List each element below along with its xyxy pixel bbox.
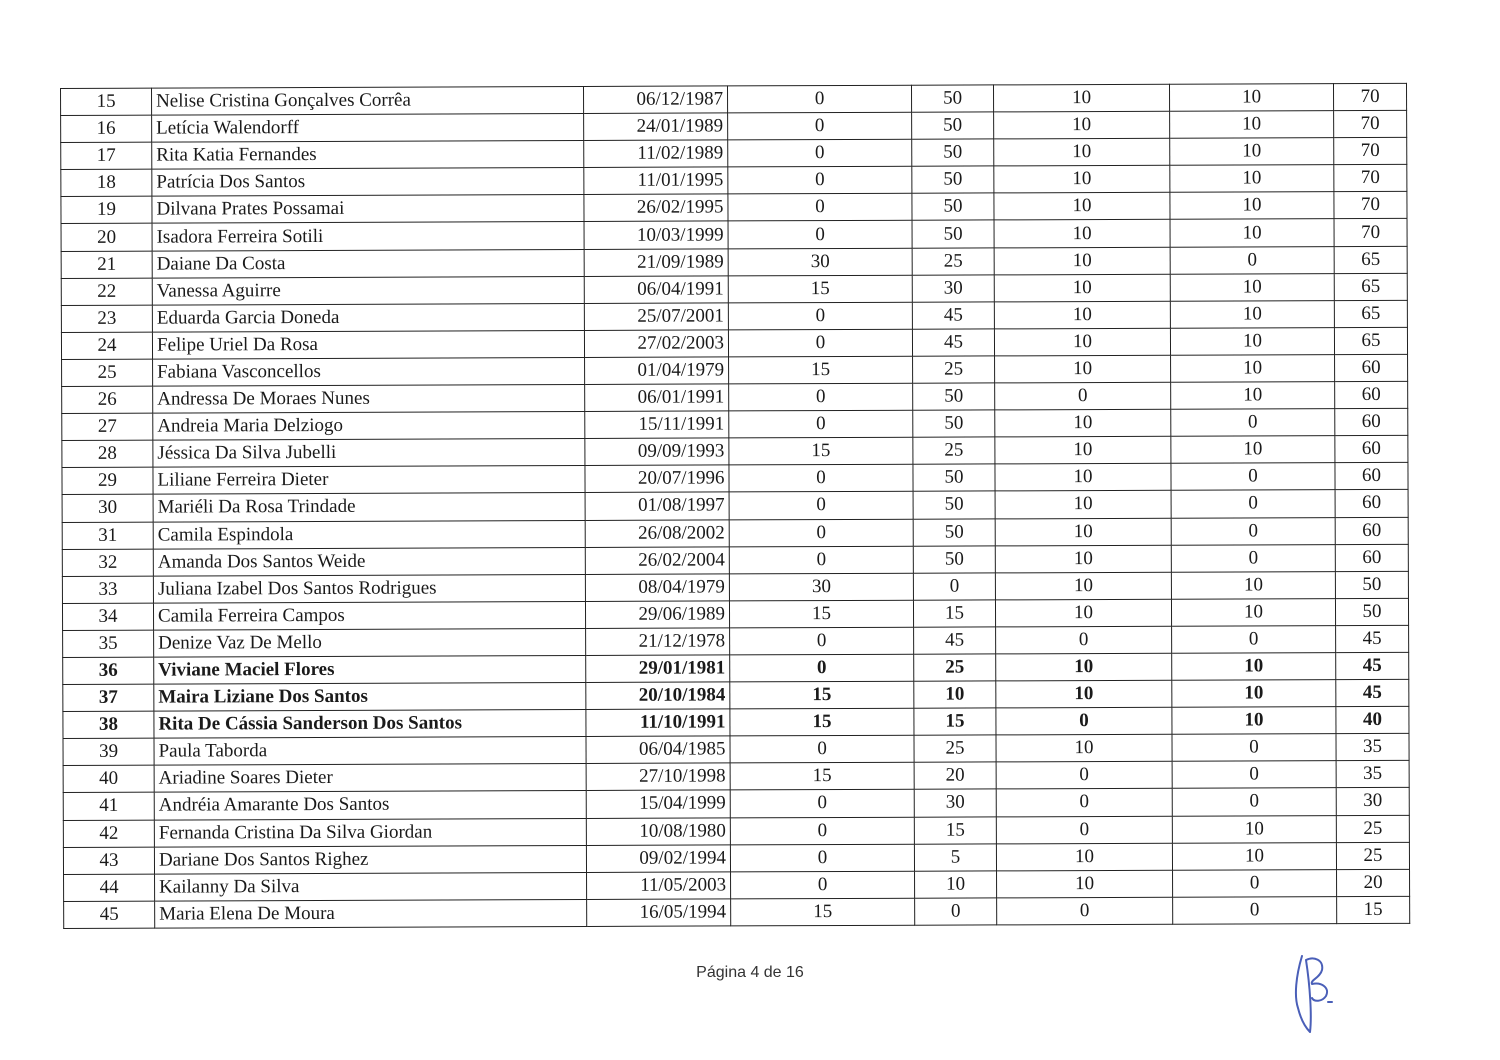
score-2-cell: 50 xyxy=(912,220,994,247)
score-3-cell: 10 xyxy=(994,193,1170,221)
score-3-cell: 10 xyxy=(995,599,1171,627)
score-2-cell: 50 xyxy=(913,383,995,410)
candidate-name-cell: Andréia Amarante Dos Santos xyxy=(154,791,586,820)
score-3-cell: 10 xyxy=(994,220,1170,248)
row-number-cell: 37 xyxy=(63,684,154,711)
score-3-cell: 10 xyxy=(995,464,1171,492)
total-score-cell: 35 xyxy=(1336,734,1409,761)
candidate-name-cell: Andreia Maria Delziogo xyxy=(153,412,585,441)
score-2-cell: 30 xyxy=(912,275,994,302)
score-1-cell: 0 xyxy=(729,383,913,411)
score-3-cell: 0 xyxy=(996,789,1172,817)
total-score-cell: 60 xyxy=(1335,544,1408,571)
score-1-cell: 0 xyxy=(729,546,913,574)
score-1-cell: 15 xyxy=(730,763,914,791)
birth-date-cell: 06/04/1991 xyxy=(584,276,728,304)
score-4-cell: 0 xyxy=(1171,409,1335,437)
score-3-cell: 10 xyxy=(994,328,1170,356)
score-1-cell: 30 xyxy=(729,573,913,601)
score-4-cell: 0 xyxy=(1172,625,1336,653)
birth-date-cell: 27/02/2003 xyxy=(584,330,728,358)
candidate-name-cell: Mariéli Da Rosa Trindade xyxy=(153,493,585,522)
birth-date-cell: 29/01/1981 xyxy=(586,655,730,683)
results-table xyxy=(60,83,1410,929)
score-3-cell: 10 xyxy=(995,409,1171,437)
row-number-cell: 42 xyxy=(63,820,154,847)
score-3-cell: 10 xyxy=(994,247,1170,275)
row-number-cell: 39 xyxy=(63,738,154,765)
candidate-name-cell: Eduarda Garcia Doneda xyxy=(152,303,584,332)
row-number-cell: 25 xyxy=(62,359,153,386)
score-2-cell: 50 xyxy=(913,546,995,573)
score-4-cell: 0 xyxy=(1171,490,1335,518)
score-3-cell: 10 xyxy=(995,572,1171,600)
score-2-cell: 50 xyxy=(913,464,995,491)
total-score-cell: 25 xyxy=(1336,815,1409,842)
score-2-cell: 15 xyxy=(914,816,996,843)
score-3-cell: 10 xyxy=(996,734,1172,762)
score-1-cell: 0 xyxy=(728,112,912,140)
score-1-cell: 0 xyxy=(729,410,913,438)
score-4-cell: 0 xyxy=(1171,544,1335,572)
birth-date-cell: 26/08/2002 xyxy=(585,519,729,547)
birth-date-cell: 11/01/1995 xyxy=(584,167,728,195)
candidate-name-cell: Rita De Cássia Sanderson Dos Santos xyxy=(154,710,586,739)
score-4-cell: 10 xyxy=(1172,815,1336,843)
total-score-cell: 50 xyxy=(1335,571,1408,598)
candidate-name-cell: Denize Vaz De Mello xyxy=(154,628,586,657)
score-1-cell: 0 xyxy=(729,492,913,520)
score-2-cell: 20 xyxy=(914,762,996,789)
score-2-cell: 10 xyxy=(914,681,996,708)
score-4-cell: 10 xyxy=(1171,355,1335,383)
score-2-cell: 45 xyxy=(914,627,996,654)
birth-date-cell: 15/11/1991 xyxy=(585,411,729,439)
row-number-cell: 34 xyxy=(62,603,153,630)
score-2-cell: 15 xyxy=(914,708,996,735)
score-1-cell: 0 xyxy=(730,844,914,872)
score-3-cell: 10 xyxy=(996,680,1172,708)
score-1-cell: 0 xyxy=(728,167,912,195)
birth-date-cell: 11/05/2003 xyxy=(587,872,731,900)
row-number-cell: 36 xyxy=(63,657,154,684)
score-4-cell: 10 xyxy=(1172,680,1336,708)
score-1-cell: 0 xyxy=(730,627,914,655)
total-score-cell: 70 xyxy=(1334,192,1407,219)
score-4-cell: 10 xyxy=(1172,842,1336,870)
score-1-cell: 0 xyxy=(729,519,913,547)
row-number-cell: 29 xyxy=(62,467,153,494)
candidate-name-cell: Viviane Maciel Flores xyxy=(154,655,586,684)
birth-date-cell: 21/12/1978 xyxy=(586,628,730,656)
results-table-body xyxy=(61,83,1410,928)
score-4-cell: 10 xyxy=(1171,382,1335,410)
score-4-cell: 0 xyxy=(1173,896,1337,924)
total-score-cell: 70 xyxy=(1334,138,1407,165)
total-score-cell: 60 xyxy=(1335,517,1408,544)
row-number-cell: 32 xyxy=(62,549,153,576)
total-score-cell: 25 xyxy=(1336,842,1409,869)
birth-date-cell: 10/03/1999 xyxy=(584,221,728,249)
score-4-cell: 0 xyxy=(1172,734,1336,762)
score-4-cell: 10 xyxy=(1170,300,1334,328)
birth-date-cell: 11/02/1989 xyxy=(584,140,728,168)
score-2-cell: 5 xyxy=(914,844,996,871)
score-3-cell: 0 xyxy=(995,382,1171,410)
score-4-cell: 0 xyxy=(1171,463,1335,491)
total-score-cell: 65 xyxy=(1334,246,1407,273)
candidate-name-cell: Nelise Cristina Gonçalves Corrêa xyxy=(152,86,584,115)
birth-date-cell: 26/02/1995 xyxy=(584,194,728,222)
total-score-cell: 70 xyxy=(1334,110,1407,137)
score-4-cell: 10 xyxy=(1171,571,1335,599)
score-2-cell: 50 xyxy=(913,410,995,437)
score-1-cell: 0 xyxy=(730,817,914,845)
score-3-cell: 10 xyxy=(993,84,1169,112)
candidate-name-cell: Fernanda Cristina Da Silva Giordan xyxy=(154,818,586,847)
score-3-cell: 10 xyxy=(995,518,1171,546)
score-2-cell: 50 xyxy=(913,491,995,518)
score-3-cell: 10 xyxy=(996,653,1172,681)
score-1-cell: 0 xyxy=(728,329,912,357)
score-4-cell: 10 xyxy=(1170,219,1334,247)
score-1-cell: 0 xyxy=(730,654,914,682)
score-3-cell: 10 xyxy=(994,138,1170,166)
score-4-cell: 10 xyxy=(1170,327,1334,355)
score-2-cell: 50 xyxy=(911,85,993,112)
results-table-container xyxy=(60,83,1409,929)
candidate-name-cell: Ariadine Soares Dieter xyxy=(154,764,586,793)
candidate-name-cell: Amanda Dos Santos Weide xyxy=(153,547,585,576)
total-score-cell: 60 xyxy=(1335,463,1408,490)
score-2-cell: 25 xyxy=(912,247,994,274)
score-1-cell: 30 xyxy=(728,248,912,276)
row-number-cell: 20 xyxy=(61,224,152,251)
birth-date-cell: 09/09/1993 xyxy=(585,438,729,466)
row-number-cell: 16 xyxy=(61,115,152,142)
birth-date-cell: 01/04/1979 xyxy=(585,357,729,385)
score-2-cell: 0 xyxy=(913,573,995,600)
row-number-cell: 24 xyxy=(61,332,152,359)
score-2-cell: 50 xyxy=(912,139,994,166)
score-3-cell: 10 xyxy=(994,301,1170,329)
score-4-cell: 10 xyxy=(1170,165,1334,193)
score-1-cell: 0 xyxy=(730,790,914,818)
score-2-cell: 25 xyxy=(913,356,995,383)
birth-date-cell: 27/10/1998 xyxy=(586,763,730,791)
score-2-cell: 50 xyxy=(913,518,995,545)
birth-date-cell: 26/02/2004 xyxy=(585,547,729,575)
score-4-cell: 0 xyxy=(1170,246,1334,274)
row-number-cell: 31 xyxy=(62,522,153,549)
score-4-cell: 10 xyxy=(1170,111,1334,139)
candidate-name-cell: Fabiana Vasconcellos xyxy=(153,357,585,386)
candidate-name-cell: Dariane Dos Santos Righez xyxy=(154,845,586,874)
birth-date-cell: 16/05/1994 xyxy=(587,899,731,927)
score-3-cell: 0 xyxy=(996,707,1172,735)
row-number-cell: 33 xyxy=(62,576,153,603)
score-1-cell: 15 xyxy=(730,681,914,709)
candidate-name-cell: Felipe Uriel Da Rosa xyxy=(152,330,584,359)
score-2-cell: 45 xyxy=(912,329,994,356)
signature-icon xyxy=(1288,946,1338,1036)
score-2-cell: 25 xyxy=(913,437,995,464)
total-score-cell: 45 xyxy=(1336,679,1409,706)
score-4-cell: 10 xyxy=(1172,707,1336,735)
birth-date-cell: 06/04/1985 xyxy=(586,736,730,764)
candidate-name-cell: Letícia Walendorff xyxy=(152,114,584,143)
candidate-name-cell: Patrícia Dos Santos xyxy=(152,168,584,197)
score-4-cell: 10 xyxy=(1170,273,1334,301)
score-3-cell: 0 xyxy=(997,897,1173,925)
total-score-cell: 65 xyxy=(1334,273,1407,300)
candidate-name-cell: Isadora Ferreira Sotili xyxy=(152,222,584,251)
birth-date-cell: 06/01/1991 xyxy=(585,384,729,412)
row-number-cell: 43 xyxy=(63,847,154,874)
total-score-cell: 70 xyxy=(1334,219,1407,246)
birth-date-cell: 10/08/1980 xyxy=(586,817,730,845)
score-1-cell: 0 xyxy=(728,302,912,330)
total-score-cell: 40 xyxy=(1336,706,1409,733)
score-1-cell: 0 xyxy=(729,465,913,493)
score-1-cell: 0 xyxy=(728,194,912,222)
candidate-name-cell: Kailanny Da Silva xyxy=(155,872,587,901)
score-2-cell: 15 xyxy=(913,600,995,627)
birth-date-cell: 15/04/1999 xyxy=(586,790,730,818)
score-2-cell: 45 xyxy=(912,302,994,329)
total-score-cell: 60 xyxy=(1335,436,1408,463)
score-3-cell: 0 xyxy=(996,762,1172,790)
birth-date-cell: 08/04/1979 xyxy=(585,574,729,602)
total-score-cell: 35 xyxy=(1336,761,1409,788)
birth-date-cell: 20/07/1996 xyxy=(585,465,729,493)
candidate-name-cell: Liliane Ferreira Dieter xyxy=(153,466,585,495)
score-3-cell: 10 xyxy=(994,166,1170,194)
score-4-cell: 10 xyxy=(1169,84,1333,112)
score-3-cell: 10 xyxy=(994,274,1170,302)
score-2-cell: 25 xyxy=(914,735,996,762)
score-1-cell: 15 xyxy=(729,437,913,465)
score-4-cell: 10 xyxy=(1172,653,1336,681)
candidate-name-cell: Daiane Da Costa xyxy=(152,249,584,278)
score-1-cell: 15 xyxy=(731,898,915,926)
score-4-cell: 0 xyxy=(1172,788,1336,816)
candidate-name-cell: Maria Elena De Moura xyxy=(155,899,587,928)
total-score-cell: 60 xyxy=(1335,354,1408,381)
score-3-cell: 0 xyxy=(996,816,1172,844)
score-4-cell: 10 xyxy=(1170,192,1334,220)
total-score-cell: 45 xyxy=(1336,625,1409,652)
candidate-name-cell: Vanessa Aguirre xyxy=(152,276,584,305)
row-number-cell: 45 xyxy=(64,901,155,928)
score-1-cell: 15 xyxy=(728,275,912,303)
score-1-cell: 0 xyxy=(731,871,915,899)
total-score-cell: 50 xyxy=(1335,598,1408,625)
score-4-cell: 0 xyxy=(1173,869,1337,897)
score-3-cell: 10 xyxy=(997,870,1173,898)
birth-date-cell: 29/06/1989 xyxy=(585,601,729,629)
score-2-cell: 50 xyxy=(912,193,994,220)
row-number-cell: 17 xyxy=(61,142,152,169)
birth-date-cell: 01/08/1997 xyxy=(585,492,729,520)
row-number-cell: 30 xyxy=(62,495,153,522)
score-4-cell: 10 xyxy=(1170,138,1334,166)
total-score-cell: 70 xyxy=(1334,165,1407,192)
row-number-cell: 41 xyxy=(63,793,154,820)
candidate-name-cell: Rita Katia Fernandes xyxy=(152,141,584,170)
candidate-name-cell: Camila Ferreira Campos xyxy=(153,601,585,630)
total-score-cell: 20 xyxy=(1337,869,1410,896)
birth-date-cell: 21/09/1989 xyxy=(584,248,728,276)
row-number-cell: 38 xyxy=(63,711,154,738)
score-3-cell: 0 xyxy=(996,626,1172,654)
table-row xyxy=(64,896,1410,928)
birth-date-cell: 24/01/1989 xyxy=(584,113,728,141)
score-3-cell: 10 xyxy=(994,111,1170,139)
score-3-cell: 10 xyxy=(995,436,1171,464)
total-score-cell: 70 xyxy=(1333,83,1406,110)
score-2-cell: 50 xyxy=(912,166,994,193)
candidate-name-cell: Dilvana Prates Possamai xyxy=(152,195,584,224)
birth-date-cell: 06/12/1987 xyxy=(583,86,727,114)
total-score-cell: 65 xyxy=(1334,300,1407,327)
score-4-cell: 0 xyxy=(1171,517,1335,545)
score-2-cell: 30 xyxy=(914,789,996,816)
score-1-cell: 15 xyxy=(729,600,913,628)
score-1-cell: 0 xyxy=(727,85,911,113)
score-4-cell: 0 xyxy=(1172,761,1336,789)
total-score-cell: 45 xyxy=(1336,652,1409,679)
row-number-cell: 35 xyxy=(63,630,154,657)
score-1-cell: 15 xyxy=(730,708,914,736)
row-number-cell: 15 xyxy=(61,88,152,115)
candidate-name-cell: Jéssica Da Silva Jubelli xyxy=(153,439,585,468)
candidate-name-cell: Juliana Izabel Dos Santos Rodrigues xyxy=(153,574,585,603)
row-number-cell: 23 xyxy=(61,305,152,332)
row-number-cell: 44 xyxy=(64,874,155,901)
total-score-cell: 60 xyxy=(1335,490,1408,517)
score-2-cell: 10 xyxy=(915,871,997,898)
page-number-footer: Página 4 de 16 xyxy=(696,964,804,981)
score-3-cell: 10 xyxy=(995,491,1171,519)
score-4-cell: 10 xyxy=(1171,436,1335,464)
candidate-name-cell: Camila Espindola xyxy=(153,520,585,549)
row-number-cell: 19 xyxy=(61,197,152,224)
total-score-cell: 65 xyxy=(1334,327,1407,354)
score-1-cell: 0 xyxy=(728,139,912,167)
score-3-cell: 10 xyxy=(995,355,1171,383)
score-1-cell: 0 xyxy=(728,221,912,249)
score-1-cell: 0 xyxy=(730,735,914,763)
score-3-cell: 10 xyxy=(996,843,1172,871)
birth-date-cell: 11/10/1991 xyxy=(586,709,730,737)
row-number-cell: 18 xyxy=(61,169,152,196)
birth-date-cell: 09/02/1994 xyxy=(586,845,730,873)
row-number-cell: 40 xyxy=(63,765,154,792)
row-number-cell: 22 xyxy=(61,278,152,305)
score-1-cell: 15 xyxy=(729,356,913,384)
candidate-name-cell: Maira Liziane Dos Santos xyxy=(154,683,586,712)
row-number-cell: 28 xyxy=(62,440,153,467)
score-2-cell: 0 xyxy=(915,898,997,925)
total-score-cell: 15 xyxy=(1337,896,1410,923)
score-2-cell: 25 xyxy=(914,654,996,681)
score-4-cell: 10 xyxy=(1171,598,1335,626)
row-number-cell: 26 xyxy=(62,386,153,413)
candidate-name-cell: Paula Taborda xyxy=(154,737,586,766)
birth-date-cell: 20/10/1984 xyxy=(586,682,730,710)
row-number-cell: 27 xyxy=(62,413,153,440)
total-score-cell: 60 xyxy=(1335,381,1408,408)
score-3-cell: 10 xyxy=(995,545,1171,573)
total-score-cell: 60 xyxy=(1335,408,1408,435)
row-number-cell: 21 xyxy=(61,251,152,278)
score-2-cell: 50 xyxy=(912,112,994,139)
birth-date-cell: 25/07/2001 xyxy=(584,303,728,331)
total-score-cell: 30 xyxy=(1336,788,1409,815)
candidate-name-cell: Andressa De Moraes Nunes xyxy=(153,385,585,414)
